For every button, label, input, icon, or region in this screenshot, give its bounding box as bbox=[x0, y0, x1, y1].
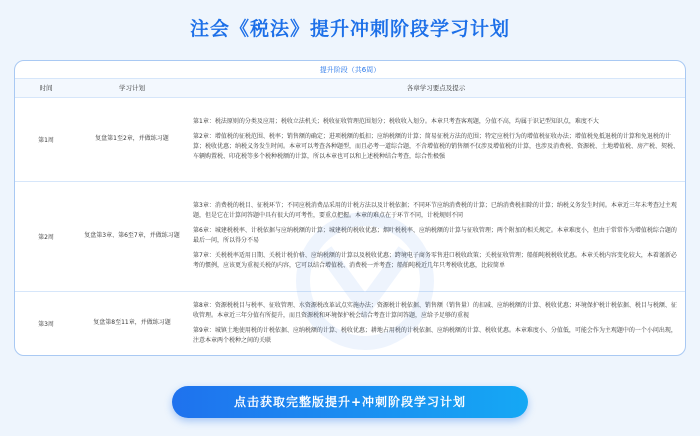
study-plan-card bbox=[14, 60, 686, 356]
points-cell bbox=[187, 181, 685, 291]
column-header-points: 各章学习要点及提示 bbox=[187, 79, 685, 97]
week-cell: 第3周 bbox=[15, 291, 77, 355]
table-row bbox=[15, 291, 685, 355]
chapter-point: 第1章：税法原则的分类及应用；税收立法机关；税收征收管理范围划分；税收收入划分。本章只考查客观题，分值不高，均属于识记型知识点，难度不大 bbox=[193, 117, 599, 125]
plan-cell: 复盘第8至11章，并做练习题 bbox=[77, 291, 187, 355]
table-row bbox=[15, 97, 685, 181]
table-caption: 提升阶段（共6周） bbox=[15, 61, 685, 79]
points-cell bbox=[187, 97, 685, 181]
table-row bbox=[15, 181, 685, 291]
column-header-week: 时间 bbox=[15, 79, 77, 97]
week-cell: 第1周 bbox=[15, 97, 77, 181]
chapter-point: 第9章：城镇土地使用税的计税依据、应纳税额的计算、税收优惠；耕地占用税的计税依据、应纳税额的计算、税收优惠。本章难度小、分值低，可能会作为主观题中的一个小问出现，注意本章两个税种之间的关联 bbox=[193, 326, 677, 344]
chapter-point: 第8章：资源税税目与税率、征收管理、水资源税改革试点实施办法；资源税计税依据、销售额（销售量）的扣减、应纳税额的计算、税收优惠；环境保护税计税依据、税目与税额、征收管理。本章近三年分值有所提升，而且资源税和环境保护税会结合考查计算问答题，应给予足够的重视 bbox=[193, 301, 677, 319]
plan-cell: 复盘第3章、第6至7章，并做练习题 bbox=[77, 181, 187, 291]
chapter-point: 第2章：增值税的征税范围、税率；销售额的确定；进项税额的抵扣；应纳税额的计算；简易征税方法的范围；特定应税行为的增值税征收办法；增值税免抵退税的计算和免退税的计算；税收优惠；纳税义务发生时间。本章可以考查各种题型，而且必考一道综合题，不含增值税的销售额不仅涉及增值税的计算，也涉及消费税、资源税、土地增值税、房产税、契税、车辆购置税、印花税等多个税种税额的计算，所以本章也可以和上述税种结合考查，综合性极强 bbox=[193, 132, 680, 160]
study-plan-table bbox=[15, 79, 685, 356]
page-title: 注会《税法》提升冲刺阶段学习计划 bbox=[189, 18, 510, 40]
get-full-plan-button[interactable]: 点击获取完整版提升+冲刺阶段学习计划 bbox=[172, 386, 528, 418]
week-cell: 第2周 bbox=[15, 181, 77, 291]
chapter-point: 第6章：城建税税率、计税依据与应纳税额的计算；城建税的税收优惠；烟叶税税率、应纳税额的计算与征收管理；两个附加的相关规定。本章难度小，但由于常常作为增值税综合题的最后一问，所以得分不易 bbox=[193, 227, 677, 244]
chapter-point: 第3章：消费税的税目、征税环节；不同应税消费品采用的计税方法以及计税依据；不同环节应纳消费税的计算；已纳消费税扣除的计算；纳税义务发生时间。本章近三年未考查过主观题，但是它在计算问答题中具有很大的可考性，要重点把握。本章的难点在于环节不同，计税规则不同 bbox=[193, 202, 677, 219]
chapter-point: 第7章：关税税率适用日期、关税计税价格、应纳税额的计算以及税收优惠；跨境电子商务零售进口税收政策；关税征收管理；船舶吨税税收优惠。本章关税内容变化较大，本着谨新必考的惯例，应该更为重视关税的内容，它可以结合增值税、消费税一并考查；船舶吨税近几年只考税收优惠，比较简单 bbox=[193, 252, 677, 269]
table-header-row bbox=[15, 79, 685, 97]
plan-cell: 复盘第1至2章，并做练习题 bbox=[77, 97, 187, 181]
points-cell bbox=[187, 291, 685, 355]
column-header-plan: 学习计划 bbox=[77, 79, 187, 97]
